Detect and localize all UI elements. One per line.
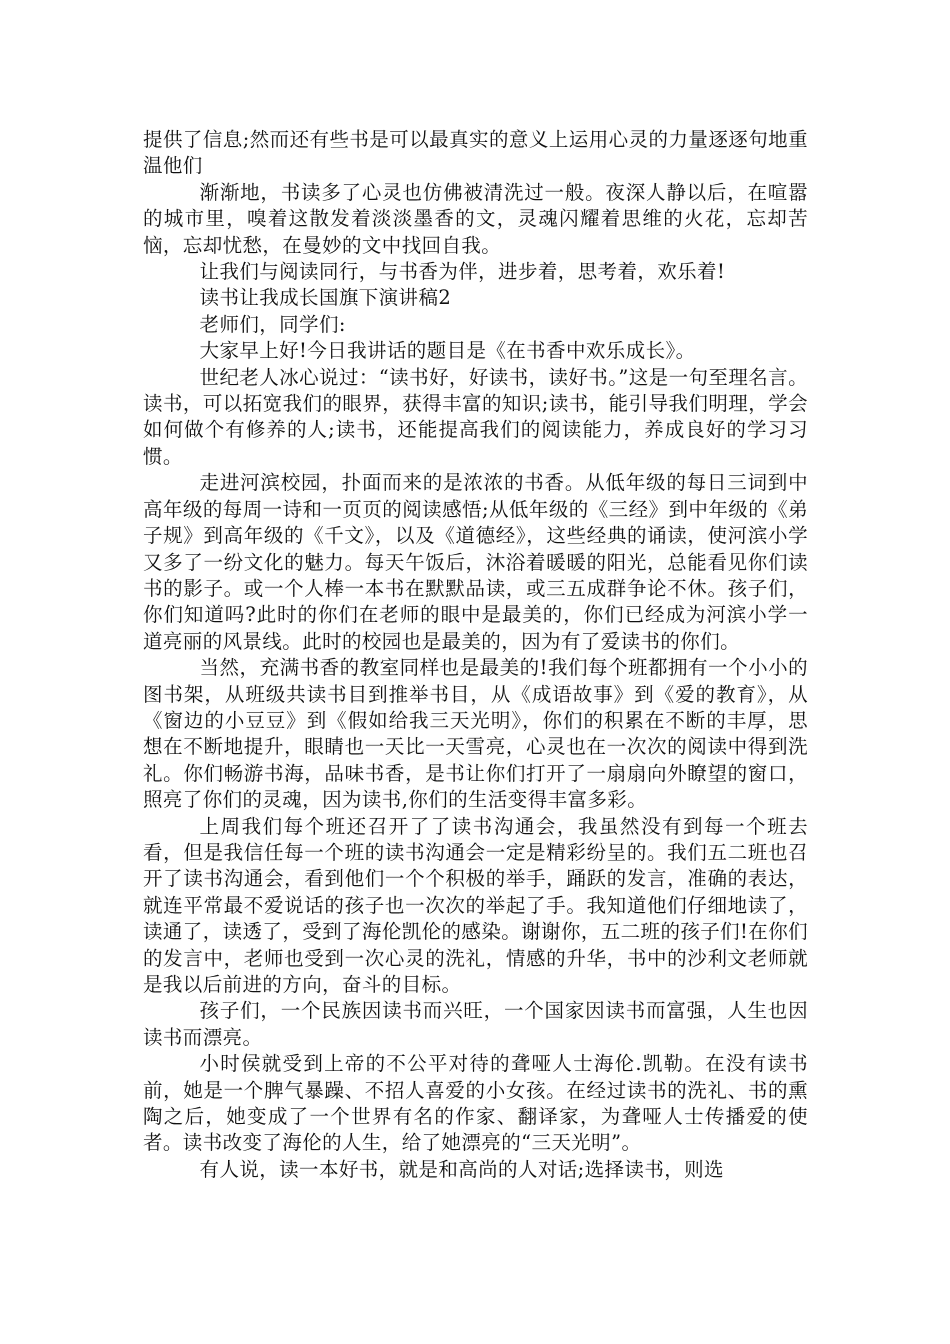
paragraph-reading-meeting: 上周我们每个班还召开了了读书沟通会，我虽然没有到每一个班去看，但是我信任每一个班的读书沟通会一定是精彩纷呈的。我们五二班也召开了读书沟通会，看到他们一个个积极的举手，踊跃的发言，准确的表达，就连平常最不爱说话的孩子也一次次的举起了手。我知道他们仔细地读了，读通了，读透了，受到了海伦凯伦的感染。谢谢你，五二班的孩子们!在你们的发言中，老师也受到一次心灵的洗礼，情感的升华，书中的沙利文老师就是我以后前进的方向，奋斗的目标。 [143, 814, 808, 996]
speech-title: 读书让我成长国旗下演讲稿2 [199, 286, 452, 310]
paragraph-nation: 孩子们，一个民族因读书而兴旺，一个国家因读书而富强，人生也因读书而漂亮。 [143, 999, 808, 1049]
paragraph-reading-cleanses: 渐渐地，书读多了心灵也仿佛被清洗过一般。夜深人静以后，在喧嚣的城市里，嗅着这散发着淡淡墨香的文，灵魂闪耀着思维的火花，忘却苦恼，忘却忧愁，在曼妙的文中找回自我。 [143, 180, 808, 257]
paragraph-continuation: 提供了信息;然而还有些书是可以最真实的意义上运用心灵的力量逐逐句地重温他们 [143, 128, 808, 178]
paragraph-good-book: 有人说，读一本好书，就是和高尚的人对话;选择读书，则选 [199, 1157, 724, 1181]
paragraph-closing-call: 让我们与阅读同行，与书香为伴，进步着，思考着，欢乐着! [199, 260, 726, 284]
greeting-topic: 大家早上好!今日我讲话的题目是《在书香中欢乐成长》。 [199, 339, 696, 363]
paragraph-campus: 走进河滨校园，扑面而来的是浓浓的书香。从低年级的每日三词到中高年级的每周一诗和一页页的阅读感悟;从低年级的《三经》到中年级的《弟子规》到高年级的《千文》，以及《道德经》，这些经典的诵读，使河滨小学又多了一纷文化的魅力。每天午饭后，沐浴着暖暖的阳光，总能看见你们读书的影子。或一个人棒一本书在默默品读，或三五成群争论不休。孩子们，你们知道吗?此时的你们在老师的眼中是最美的，你们已经成为河滨小学一道亮丽的风景线。此时的校园也是最美的，因为有了爱读书的你们。 [143, 471, 808, 653]
document-body [143, 127, 808, 1183]
salutation: 老师们，同学们: [199, 312, 346, 336]
paragraph-classroom: 当然，充满书香的教室同样也是最美的!我们每个班都拥有一个小小的图书架，从班级共读书目到推举书目，从《成语故事》到《爱的教育》，从《窗边的小豆豆》到《假如给我三天光明》，你们的积累在不断的丰厚，思想在不断地提升，眼睛也一天比一天雪亮，心灵也在一次次的阅读中得到洗礼。你们畅游书海，品味书香，是书让你们打开了一扇扇向外瞭望的窗口，照亮了你们的灵魂，因为读书,你们的生活变得丰富多彩。 [143, 656, 808, 812]
paragraph-helen-keller: 小时侯就受到上帝的不公平对待的聋哑人士海伦.凯勒。在没有读书前，她是一个脾气暴躁、不招人喜爱的小女孩。在经过读书的洗礼、书的熏陶之后，她变成了一个世界有名的作家、翻译家，为聋哑人士传播爱的使者。读书改变了海伦的人生，给了她漂亮的“三天光明”。 [143, 1052, 808, 1155]
paragraph-bingxin-quote: 世纪老人冰心说过：“读书好，好读书，读好书。”这是一句至理名言。读书，可以拓宽我们的眼界，获得丰富的知识;读书，能引导我们明理，学会如何做个有修养的人;读书，还能提高我们的阅读能力，养成良好的学习习惯。 [143, 365, 808, 468]
